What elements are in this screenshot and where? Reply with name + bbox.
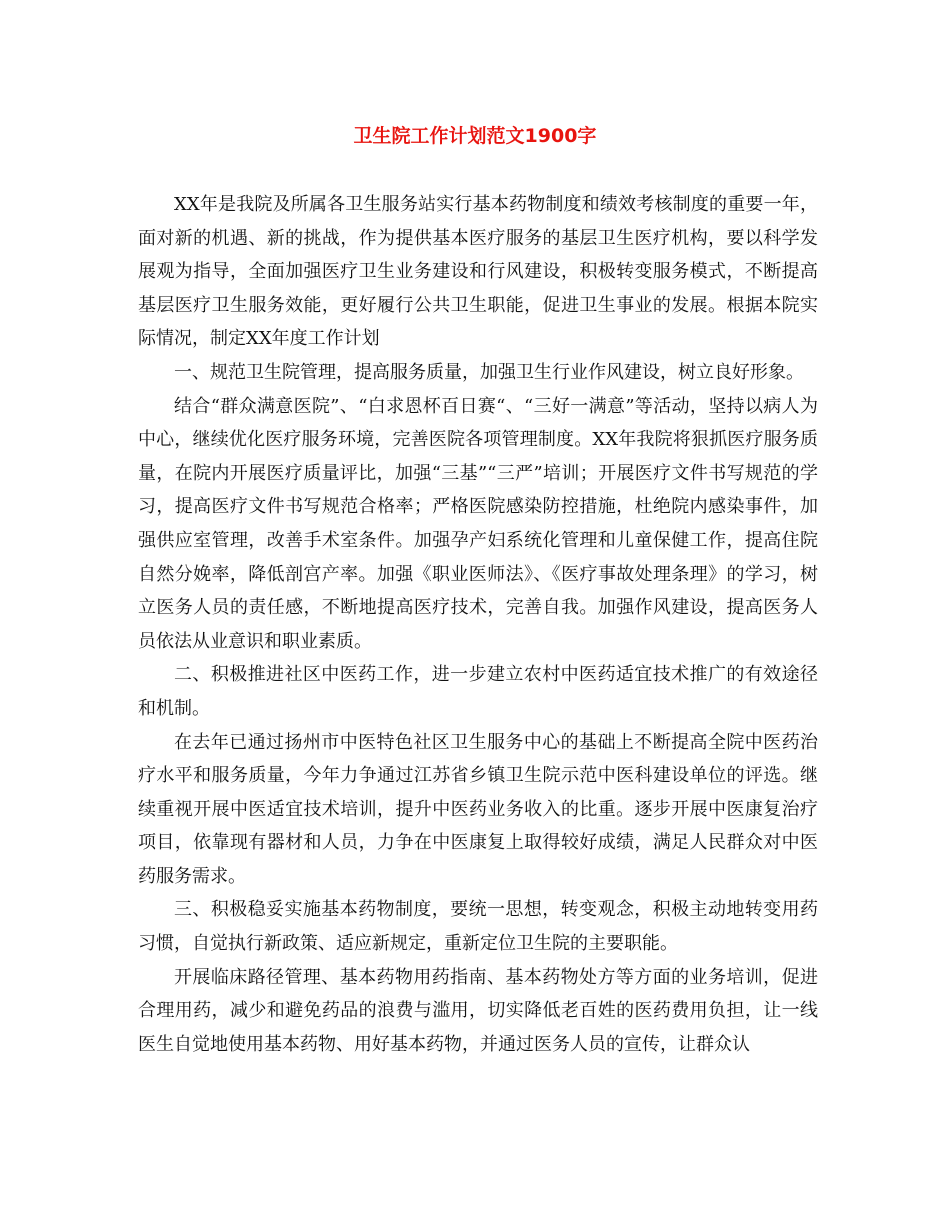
paragraph-section-2: 在去年已通过扬州市中医特色社区卫生服务中心的基础上不断提高全院中医药治疗水平和服务质量，今年力争通过江苏省乡镇卫生院示范中医科建设单位的评选。继续重视开展中医适宜技术培训，提升中医药业务收入的比重。逐步开展中医康复治疗项目，依靠现有器材和人员，力争在中医康复上取得较好成绩，满足人民群众对中医药服务需求。 xyxy=(138,731,818,887)
paragraph-intro: XX年是我院及所属各卫生服务站实行基本药物制度和绩效考核制度的重要一年，面对新的机遇、新的挑战，作为提供基本医疗服务的基层卫生医疗机构，要以科学发展观为指导，全面加强医疗卫生业务建设和行风建设，积极转变服务模式，不断提高基层医疗卫生服务效能，更好履行公共卫生职能，促进卫生事业的发展。根据本院实际情况，制定XX年度工作计划 xyxy=(138,194,818,350)
paragraph-section-1: 结合“群众满意医院”、“白求恩杯百日赛“、“三好一满意”等活动，坚持以病人为中心，继续优化医疗服务环境，完善医院各项管理制度。XX年我院将狠抓医疗服务质量，在院内开展医疗质量评比，加强“三基”“三严”培训；开展医疗文件书写规范的学习，提高医疗文件书写规范合格率；严格医院感染防控措施，杜绝院内感染事件，加强供应室管理，改善手术室条件。加强孕产妇系统化管理和儿童保健工作，提高住院自然分娩率，降低剖宫产率。加强《职业医师法》、《医疗事故处理条理》的学习，树立医务人员的责任感，不断地提高医疗技术，完善自我。加强作风建设，提高医务人员依法从业意识和职业素质。 xyxy=(138,395,818,652)
document-title: 卫生院工作计划范文1900字 xyxy=(353,125,597,147)
paragraph-section-3: 开展临床路径管理、基本药物用药指南、基本药物处方等方面的业务培训，促进合理用药，减少和避免药品的浪费与滥用，切实降低老百姓的医药费用负担，让一线医生自觉地使用基本药物、用好基本药物，并通过医务人员的宣传，让群众认 xyxy=(138,966,818,1055)
section-heading-1: 一、规范卫生院管理，提高服务质量，加强卫生行业作风建设，树立良好形象。 xyxy=(174,361,804,383)
section-heading-3: 三、积极稳妥实施基本药物制度，要统一思想，转变观念，积极主动地转变用药习惯，自觉执行新政策、适应新规定，重新定位卫生院的主要职能。 xyxy=(138,899,818,955)
section-heading-2: 二、积极推进社区中医药工作，进一步建立农村中医药适宜技术推广的有效途径和机制。 xyxy=(138,664,818,719)
document-body xyxy=(138,188,818,1061)
